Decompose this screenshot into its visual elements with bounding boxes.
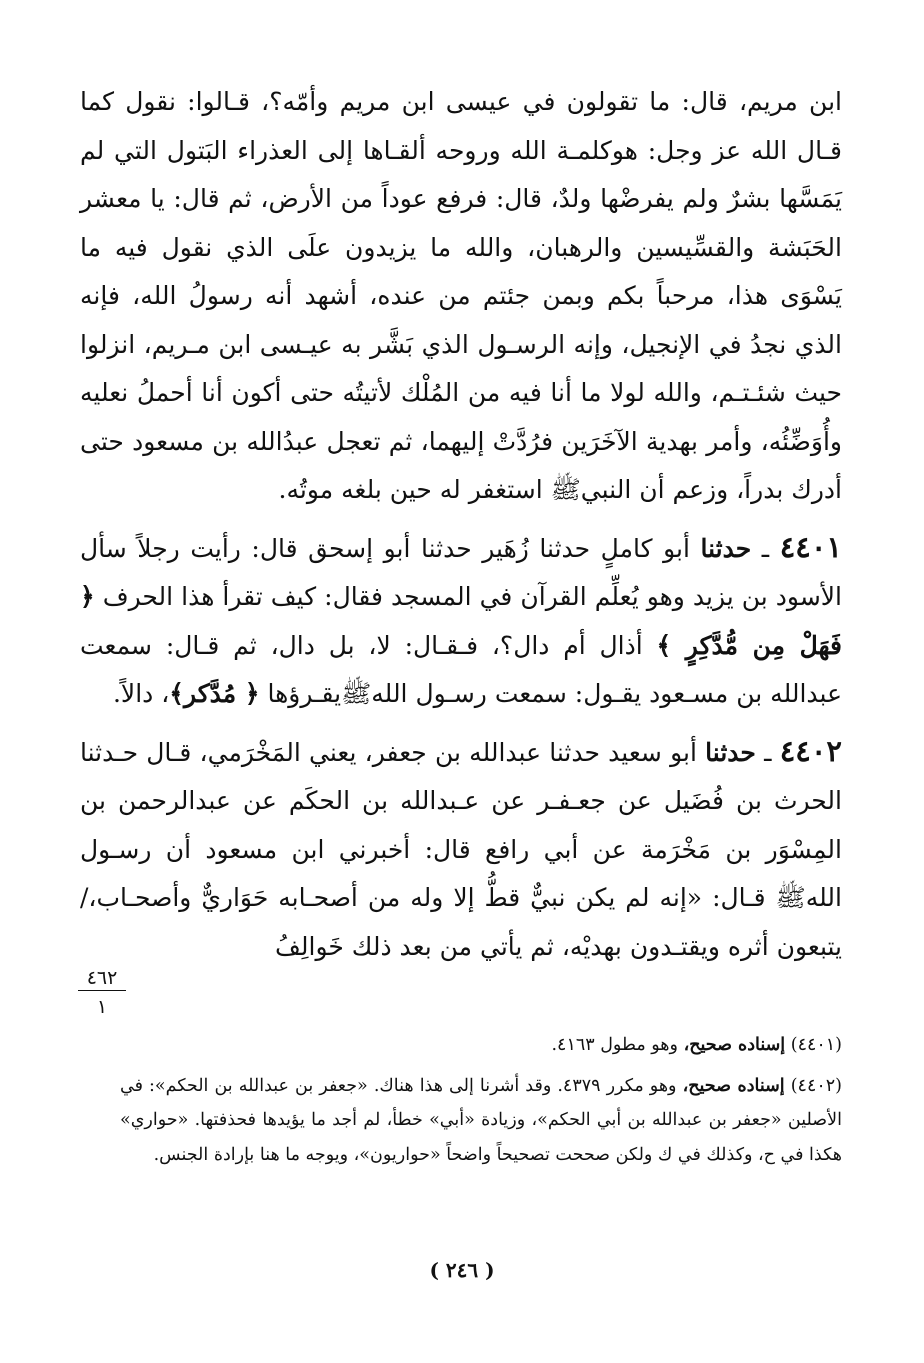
- main-text: [80, 78, 842, 971]
- hadith-4402: [80, 727, 842, 972]
- hadith-4401: [80, 523, 842, 719]
- footnote-number: (٤٤٠٢): [790, 1075, 842, 1096]
- hadith-keyword: حدثنا: [700, 533, 752, 563]
- footnote-4401: [120, 1028, 842, 1063]
- footnote-number: (٤٤٠١): [790, 1035, 842, 1055]
- hadith-text: أبو كاملٍ حدثنا زُهَير حدثنا أبو إسحق قال: رأيت رجلاً سأل الأسود بن يزيد وهو يُعلِّم القرآن في المسجد فقال: كيف تقرأ هذا الحرف: [80, 533, 842, 611]
- footnote-text: وهو مطول ٤١٦٣.: [551, 1035, 678, 1055]
- margin-reference-volume: ٤٦٢: [78, 968, 126, 991]
- hadith-text: أذال أم دال؟، فـقـال: لا، بل دال، ثم قـال: سمعت عبدالله بن مسـعود يقـول: سمعت رسـول اللهﷺيقـرؤها: [80, 630, 842, 708]
- footnote-text: وهو مكرر ٤٣٧٩. وقد أشرنا إلى هذا هناك. «جعفر بن عبدالله بن الحكم»: في الأصلين «جعفر بن عبدالله بن أبي الحكم»، وزيادة «أبي» خطأ، لم أجد ما يؤيدها فحذفتها. «حواري» هكذا في ح، وكذلك في ك ولكن صححت تصحيحاً واضحاً «حواريون»، ويوجه ما هنا بإرادة الجنس.: [120, 1075, 842, 1165]
- footnote-label: إسناده صحيح،: [682, 1075, 785, 1096]
- hadith-dash: ـ: [761, 533, 770, 563]
- footnote-4402: [120, 1069, 842, 1173]
- footnotes: [120, 1028, 842, 1172]
- hadith-dash: ـ: [764, 737, 772, 767]
- hadith-number: ٤٤٠٢: [779, 733, 843, 768]
- quran-verse: ﴿ فَهَلْ مِن مُّدَّكِرٍ ﴾: [80, 582, 842, 660]
- margin-reference-part: ١: [96, 996, 108, 1018]
- page-number: ( ٢٤٦ ): [429, 1258, 495, 1282]
- intro-paragraph: ابن مريم، قال: ما تقولون في عيسى ابن مريم وأمّه؟، قـالوا: نقول كما قـال الله عز وجل: هوكلمـة الله وروحه ألقـاها إلى العذراء البَتول التي لم يَمَسَّها بشرٌ ولم يفرضْها ولدٌ، قال: فرفع عوداً من الأرض، ثم قال: يا معشر الحَبَشة والقسِّيسين والرهبان، والله ما يزيدون علَى الذي نقول فيه ما يَسْوَى هذا، مرحباً بكم وبمن جئتم من عنده، أشهد أنه رسولُ الله، فإنه الذي نجدُ في الإنجيل، وإنه الرسـول الذي بَشَّر به عيـسى ابن مـريم، انزلوا حيث شئـتـم، والله لولا ما أنا فيه من المُلْك لأتيتُه حتى أكون أنا أحملُ نعليه وأُوَضِّئُه، وأمر بهدية الآخَرَين فرُدَّتْ إليهما، ثم تعجل عبدُالله بن مسعود حتى أدرك بدراً، وزعم أن النبيﷺ استغفر له حين بلغه موتُه.: [80, 87, 842, 504]
- hadith-text: أبو سعيد حدثنا عبدالله بن جعفر، يعني المَخْرَمي، قـال حـدثنا الحرث بن فُضَيل عن جعـفـر عن عـبدالله بن الحكَم عن عبدالرحمن بن المِسْوَر بن مَخْرَمة عن أبي رافع قال: أخبرني ابن مسعود أن رسـول اللهﷺ قـال: «إنه لم يكن نبيٌّ قطُّ إلا وله من أصحـابه حَوَاريٌّ وأصحـاب،/ يتبعون أثره ويقتـدون بهديْه، ثم يأتي من بعد ذلك خَوالِفُ: [80, 737, 842, 961]
- quran-word: ﴿ مُدَّكر﴾: [169, 679, 260, 708]
- margin-reference: [78, 968, 126, 1017]
- hadith-keyword: حدثنا: [705, 737, 756, 767]
- hadith-text: ، دالاً.: [112, 679, 170, 708]
- footnote-label: إسناده صحيح،: [683, 1035, 786, 1055]
- hadith-number: ٤٤٠١: [779, 529, 842, 564]
